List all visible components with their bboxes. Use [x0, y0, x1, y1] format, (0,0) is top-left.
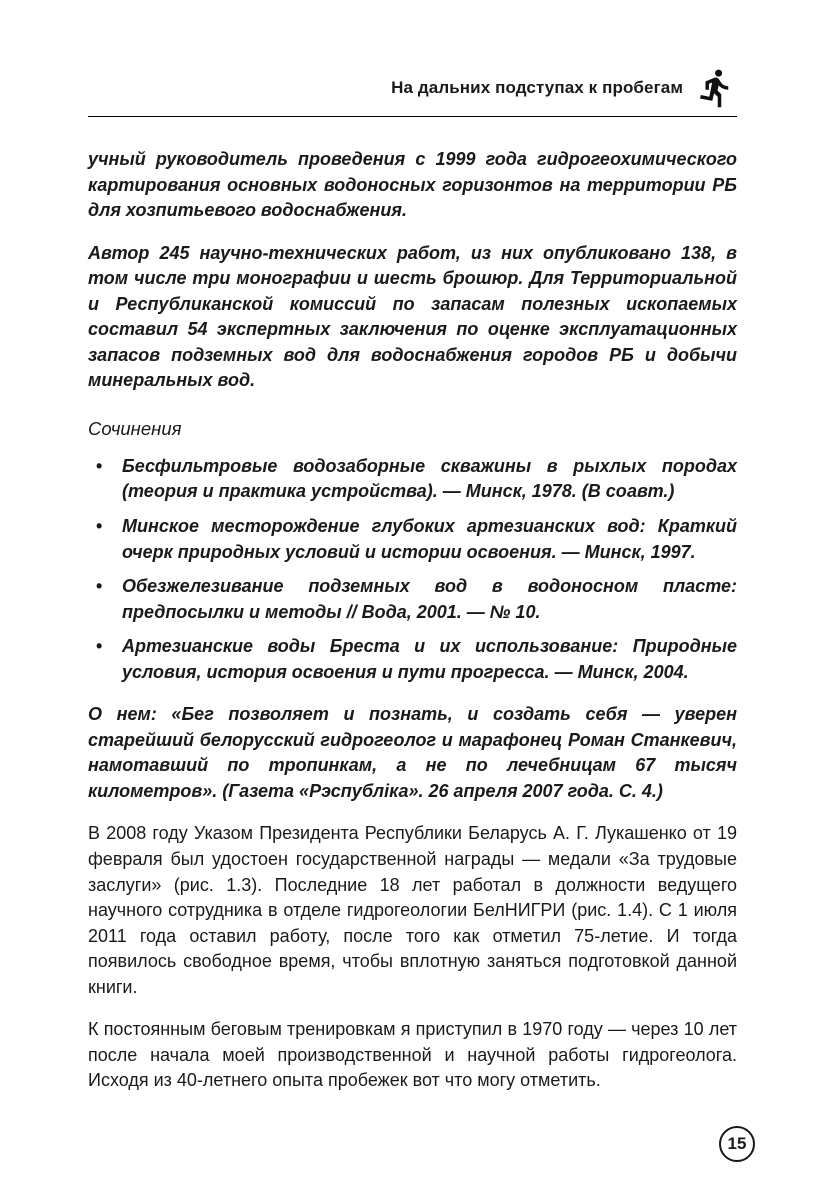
work-entry-text: Бесфильтровые водозаборные скважины в рыхлых породах (теория и практика устройства). — Минск, 1978. (В соавт.) [122, 455, 737, 502]
bullet-icon: • [96, 636, 103, 657]
list-item [88, 634, 737, 685]
bullet-icon: • [96, 516, 103, 537]
work-entry-text: Минское месторождение глубоких артезианских вод: Краткий очерк природных условий и истории освоения. — Минск, 1997. [122, 516, 737, 562]
body-paragraph-1: В 2008 году Указом Президента Республики Беларусь А. Г. Лукашенко от 19 февраля был удостоен государственной награды — медали «За трудовые заслуги» (рис. 1.3). Последние 18 лет работал в должности ведущего научного сотрудника в отделе гидрогеологии БелНИГРИ (рис. 1.4). С 1 июля 2011 года оставил работу, после того как отметил 75-летие. И тогда появилось свободное время, чтобы вплотную заняться подготовкой данной книги. [88, 823, 737, 997]
running-header [88, 66, 737, 110]
intro-paragraph-2: Автор 245 научно-технических работ, из них опубликовано 138, в том числе три монографии и шесть брошюр. Для Территориальной и Республиканской комиссий по запасам полезных ископаемых составил 54 экспертных заключения по оценке эксплуатационных запасов подземных вод для водоснабжения городов РБ и добычи минеральных вод. [88, 242, 737, 391]
works-list [88, 454, 737, 685]
intro-paragraph-1: учный руководитель проведения с 1999 года гидрогеохимического картирования основных водоносных горизонтов на территории РБ для хозпитьевого водоснабжения. [88, 149, 737, 221]
works-heading: Сочинения [88, 417, 182, 439]
chapter-header-title: На дальних подступах к пробегам [391, 78, 683, 97]
about-quote-paragraph: О нем: «Бег позволяет и познать, и создать себя — уверен старейший белорусский гидрогеолог и марафонец Роман Станкевич, намотавший по тропинкам, а не по лечебницам 67 тысяч километров». (Газета «Рэспубліка». 26 апреля 2007 года. С. 4.) [88, 704, 737, 801]
list-item [88, 514, 737, 565]
list-item [88, 574, 737, 625]
body-paragraph-2: К постоянным беговым тренировкам я приступил в 1970 году — через 10 лет после начала моей производственной и научной работы гидрогеолога. Исходя из 40-летнего опыта пробежек вот что могу отметить. [88, 1019, 737, 1091]
work-entry-text: Артезианские воды Бреста и их использование: Природные условия, история освоения и пути прогресса. — Минск, 2004. [122, 636, 737, 682]
list-item [88, 454, 737, 505]
runner-icon [695, 67, 737, 109]
work-entry-text: Обезжелезивание подземных вод в водоносном пласте: предпосылки и методы // Вода, 2001. — № 10. [122, 576, 737, 622]
bullet-icon: • [96, 576, 103, 597]
page-body [88, 147, 737, 1094]
header-divider [88, 116, 737, 117]
bullet-icon: • [96, 455, 103, 476]
page-number-badge: 15 [719, 1126, 755, 1162]
